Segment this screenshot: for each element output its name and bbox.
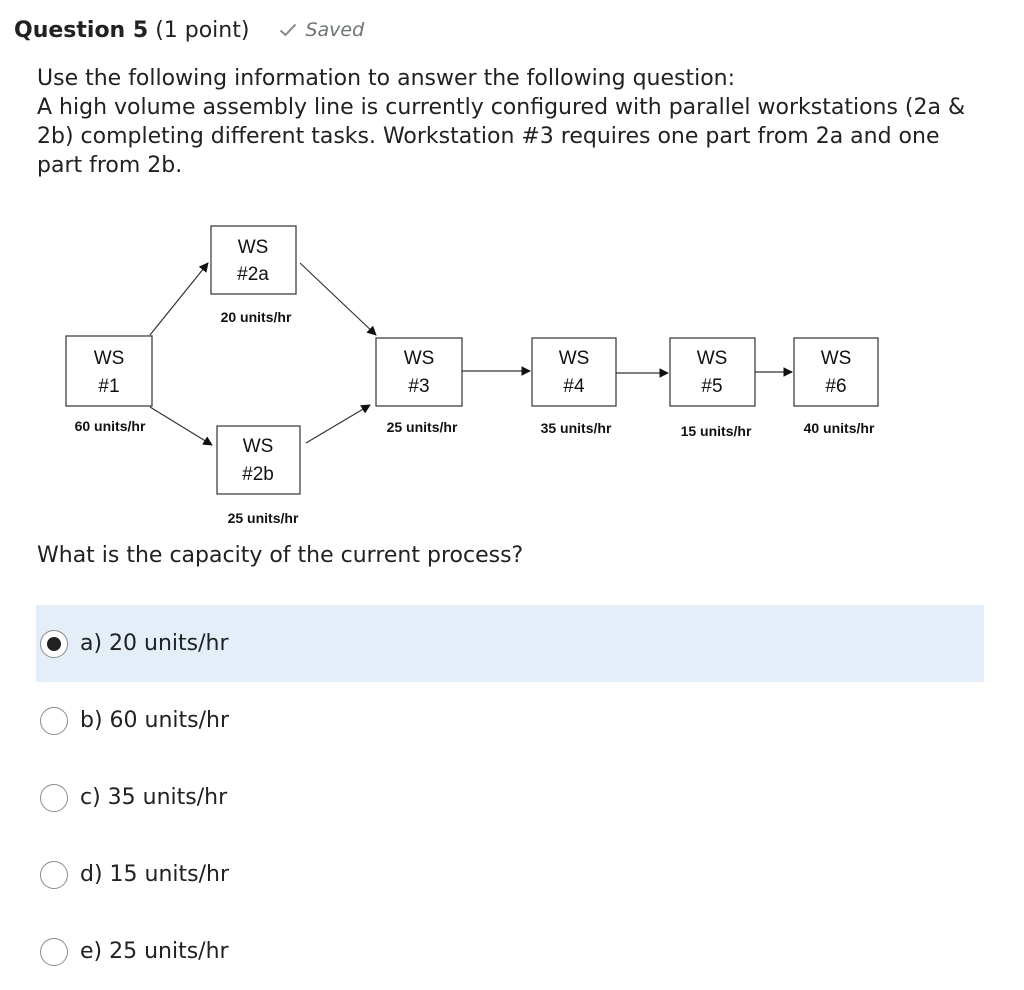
ws6-id: #6 xyxy=(825,376,847,397)
arrow-ws1-ws2a xyxy=(150,263,208,335)
ws2a-id: #2a xyxy=(237,264,269,285)
question-stem xyxy=(37,64,977,180)
ws2b-rate: 25 units/hr xyxy=(227,510,299,526)
ws1-prefix: WS xyxy=(93,348,125,369)
answer-option-e[interactable] xyxy=(36,913,984,990)
workstation-ws5 xyxy=(670,338,755,439)
ws1-rate: 60 units/hr xyxy=(74,418,146,434)
radio-empty-icon[interactable] xyxy=(40,707,68,735)
process-flow-diagram xyxy=(0,215,1024,535)
workstation-ws6 xyxy=(794,338,878,436)
ws6-prefix: WS xyxy=(820,348,852,369)
ws3-prefix: WS xyxy=(403,348,435,369)
workstation-ws3 xyxy=(376,338,462,435)
answer-option-a-label: a) 20 units/hr xyxy=(80,631,229,656)
ws5-prefix: WS xyxy=(696,348,728,369)
checkmark-icon xyxy=(279,23,297,37)
workstation-ws1 xyxy=(66,336,152,434)
workstation-ws4 xyxy=(532,338,616,436)
answer-option-c[interactable] xyxy=(36,759,984,836)
arrow-ws2b-ws3 xyxy=(306,405,370,443)
answer-options xyxy=(36,605,984,990)
answer-option-b-label: b) 60 units/hr xyxy=(80,708,230,733)
answer-option-b[interactable] xyxy=(36,682,984,759)
saved-status xyxy=(279,19,364,41)
ws4-prefix: WS xyxy=(558,348,590,369)
ws2b-prefix: WS xyxy=(242,436,274,457)
ws5-rate: 15 units/hr xyxy=(680,423,752,439)
answer-option-e-label: e) 25 units/hr xyxy=(80,939,229,964)
ws6-rate: 40 units/hr xyxy=(803,420,875,436)
question-points: (1 point) xyxy=(155,17,250,43)
question-prompt: What is the capacity of the current process? xyxy=(37,543,524,568)
radio-filled-icon[interactable] xyxy=(40,630,68,658)
arrow-ws2a-ws3 xyxy=(300,263,376,335)
radio-empty-icon[interactable] xyxy=(40,784,68,812)
answer-option-a[interactable] xyxy=(36,605,984,682)
answer-option-d-label: d) 15 units/hr xyxy=(80,862,230,887)
radio-empty-icon[interactable] xyxy=(40,938,68,966)
question-title: Question 5 xyxy=(14,17,149,43)
question-header xyxy=(14,14,364,46)
stem-body: A high volume assembly line is currently configured with parallel workstations (2a & 2b) completing different tasks. Workstation #3 requires one part from 2a and one part from 2b. xyxy=(37,95,966,178)
stem-intro: Use the following information to answer the following question: xyxy=(37,66,736,91)
saved-label: Saved xyxy=(305,19,365,41)
ws4-rate: 35 units/hr xyxy=(540,420,612,436)
ws3-id: #3 xyxy=(408,376,430,397)
arrow-ws1-ws2b xyxy=(150,407,212,445)
workstation-ws2b xyxy=(217,426,300,526)
answer-option-c-label: c) 35 units/hr xyxy=(80,785,228,810)
radio-empty-icon[interactable] xyxy=(40,861,68,889)
ws3-rate: 25 units/hr xyxy=(386,419,458,435)
workstation-ws2a xyxy=(211,226,296,325)
ws4-id: #4 xyxy=(563,376,585,397)
ws2b-id: #2b xyxy=(242,464,274,485)
answer-option-d[interactable] xyxy=(36,836,984,913)
ws5-id: #5 xyxy=(701,376,723,397)
ws2a-rate: 20 units/hr xyxy=(220,309,292,325)
ws2a-prefix: WS xyxy=(237,237,269,258)
ws1-id: #1 xyxy=(98,376,120,397)
